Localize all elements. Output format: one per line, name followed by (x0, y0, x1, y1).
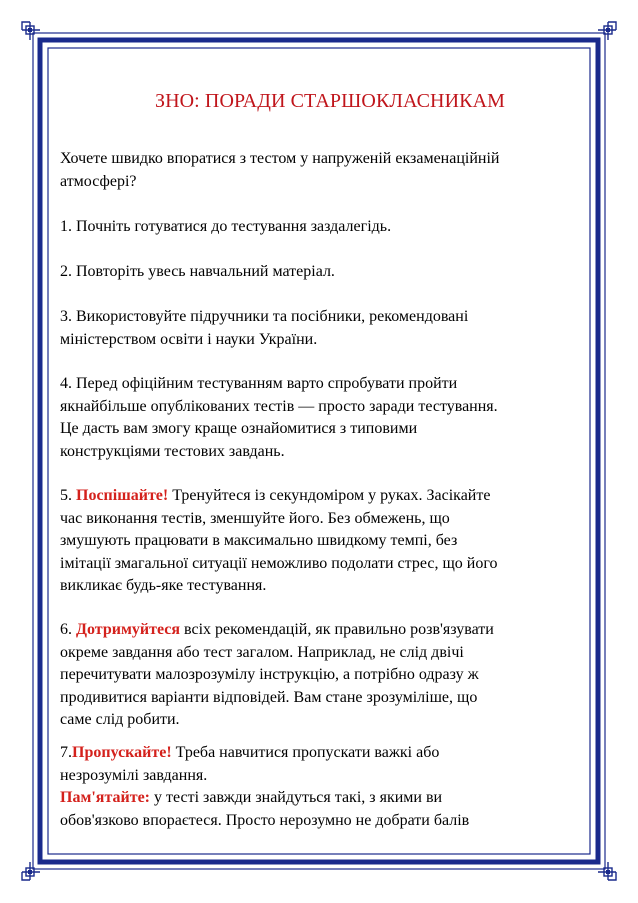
text-line: час виконання тестів, зменшуйте його. Без обмежень, що (60, 509, 450, 527)
text-line: Це дасть вам змогу краще ознайомитися з типовими (60, 420, 418, 437)
tip-1 (60, 216, 600, 239)
text-line: перечитувати малозрозумілу інструкцію, а потрібно одразу ж (60, 666, 479, 683)
text-line: імітації змагальної ситуації неможливо подолати стрес, що його (60, 554, 498, 572)
intro-paragraph (60, 148, 600, 193)
text-span: всіх рекомендацій, як правильно розв'язувати (180, 621, 494, 638)
text-line (60, 742, 600, 765)
text-line: 1. Почніть готуватися до тестування заздалегідь. (60, 218, 392, 235)
tip-number: 6. (60, 621, 76, 638)
highlight-text: Поспішайте! (76, 487, 169, 504)
text-line: продивитися варіанти відповідей. Вам стане зрозуміліше, що (60, 688, 478, 706)
text-line: 3. Використовуйте підручники та посібники, рекомендовані (60, 308, 469, 325)
tip-number: 7. (60, 744, 72, 761)
text-line: змушують працювати в максимально швидкому темпі, без (60, 532, 458, 549)
text-span: Тренуйтеся із секундоміром у руках. Засікайте (168, 487, 491, 504)
text-line: незрозумілі завдання. (60, 766, 208, 784)
tip-5 (60, 485, 600, 598)
tip-6 (60, 619, 600, 732)
text-line (60, 787, 600, 810)
tip-4 (60, 373, 600, 463)
text-line (60, 485, 600, 508)
text-span: у тесті завжди знайдуться такі, з якими ви (150, 789, 443, 806)
highlight-text: Пам'ятайте: (60, 789, 151, 806)
tip-2 (60, 261, 600, 284)
text-line: Хочете швидко впоратися з тестом у напруженій екзаменаційній (60, 150, 500, 167)
tip-number: 5. (60, 487, 76, 504)
text-line: міністерством освіти і науки України. (60, 330, 318, 348)
highlight-text: Пропускайте! (72, 744, 172, 761)
text-line: 4. Перед офіційним тестуванням варто спробувати пройти (60, 375, 458, 392)
text-line: якнайбільше опублікованих тестів — просто заради тестування. (60, 397, 498, 415)
text-line: викликає будь-яке тестування. (60, 577, 267, 594)
highlight-text: Дотримуйтеся (76, 621, 180, 638)
text-line: 2. Повторіть увесь навчальний матеріал. (60, 263, 335, 280)
text-line: окреме завдання або тест загалом. Наприклад, не слід двічі (60, 643, 464, 661)
text-span: Треба навчитися пропускати важкі або (171, 744, 440, 761)
tip-3 (60, 306, 600, 351)
text-line: саме слід робити. (60, 711, 180, 728)
page-title: ЗНО: ПОРАДИ СТАРШОКЛАСНИКАМ (154, 90, 506, 112)
tip-7 (60, 742, 600, 832)
text-line (60, 619, 600, 642)
text-line: конструкціями тестових завдань. (60, 442, 285, 460)
text-line: обов'язково впораєтеся. Просто нерозумно не добрати балів (60, 811, 470, 829)
text-line: атмосфері? (60, 172, 137, 190)
